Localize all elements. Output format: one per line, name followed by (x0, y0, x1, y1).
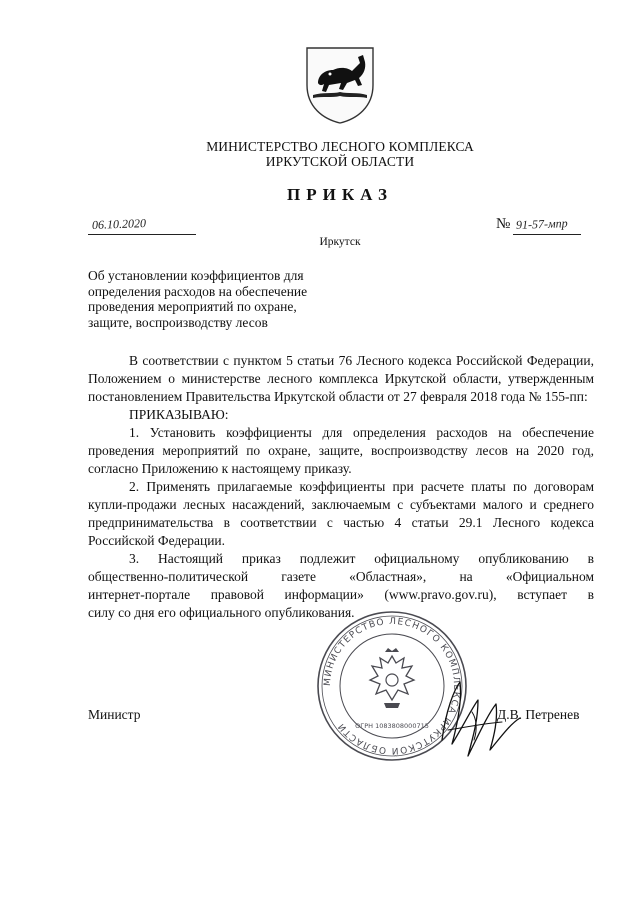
item3-line: общественно-политической газете «Областная», на «Официальном (88, 569, 594, 584)
signatory-name: Д.В. Петренев (497, 707, 580, 722)
preamble-paragraph: В соответствии с пунктом 5 статьи 76 Лесного кодекса Российской Федерации, Положением о министерстве лесного комплекса Иркутской области, утвержденным постановлением Правительства Иркутской области от 27 февраля 2018 года № 155-пп: (88, 353, 594, 404)
order-body (88, 352, 594, 622)
double-headed-eagle-icon (370, 648, 414, 708)
number-underline (513, 234, 581, 235)
ministry-name-line2: ИРКУТСКОЙ ОБЛАСТИ (265, 154, 415, 169)
date-underline (88, 234, 196, 235)
subject-line: определения расходов на обеспечение (88, 283, 308, 299)
signatory-title: Министр (88, 707, 141, 722)
order-subject (88, 268, 358, 330)
item3-line: 3. Настоящий приказ подлежит официальному опубликованию в (129, 551, 594, 566)
order-word: ПРИКАЗЫВАЮ: (129, 407, 229, 422)
order-number: 91-57-мпр (515, 216, 568, 232)
item3-line: интернет-портале правовой информации» (www.pravo.gov.ru), вступает в (88, 587, 594, 602)
subject-line: проведения мероприятий по охране, (88, 299, 297, 314)
document-type-title: ПРИКАЗ (287, 185, 393, 204)
number-sign: № (496, 216, 511, 232)
seal-center-text: ОГРН 1083808000715 (355, 722, 429, 730)
subject-line: защите, воспроизводству лесов (88, 314, 268, 330)
ministry-name-line1: МИНИСТЕРСТВО ЛЕСНОГО КОМПЛЕКСА (206, 139, 474, 154)
city-label: Иркутск (319, 236, 361, 248)
order-item-2: 2. Применять прилагаемые коэффициенты при расчете платы по договорам купли-продажи лесных насаждений, заключаемым с субъектами малого и среднего предпринимательства в соответствии с частью 4 статьи 29.1 Лесного кодекса Российской Федерации. (88, 479, 594, 548)
subject-line: Об установлении коэффициентов для (88, 268, 304, 283)
irkutsk-coat-of-arms-icon (303, 45, 377, 125)
order-date: 06.10.2020 (91, 216, 147, 232)
seal-ring-text: МИНИСТЕРСТВО ЛЕСНОГО КОМПЛЕКСА ИРКУТСКОЙ ОБЛАСТИ (322, 616, 462, 756)
order-item-1: 1. Установить коэффициенты для определения расходов на обеспечение проведения мероприятий по охране, защите, воспроизводству лесов на 2020 год, согласно Приложению к настоящему приказу. (88, 425, 594, 476)
handwritten-signature (432, 670, 528, 770)
item3-line: силу со дня его официального опубликования. (88, 605, 355, 620)
